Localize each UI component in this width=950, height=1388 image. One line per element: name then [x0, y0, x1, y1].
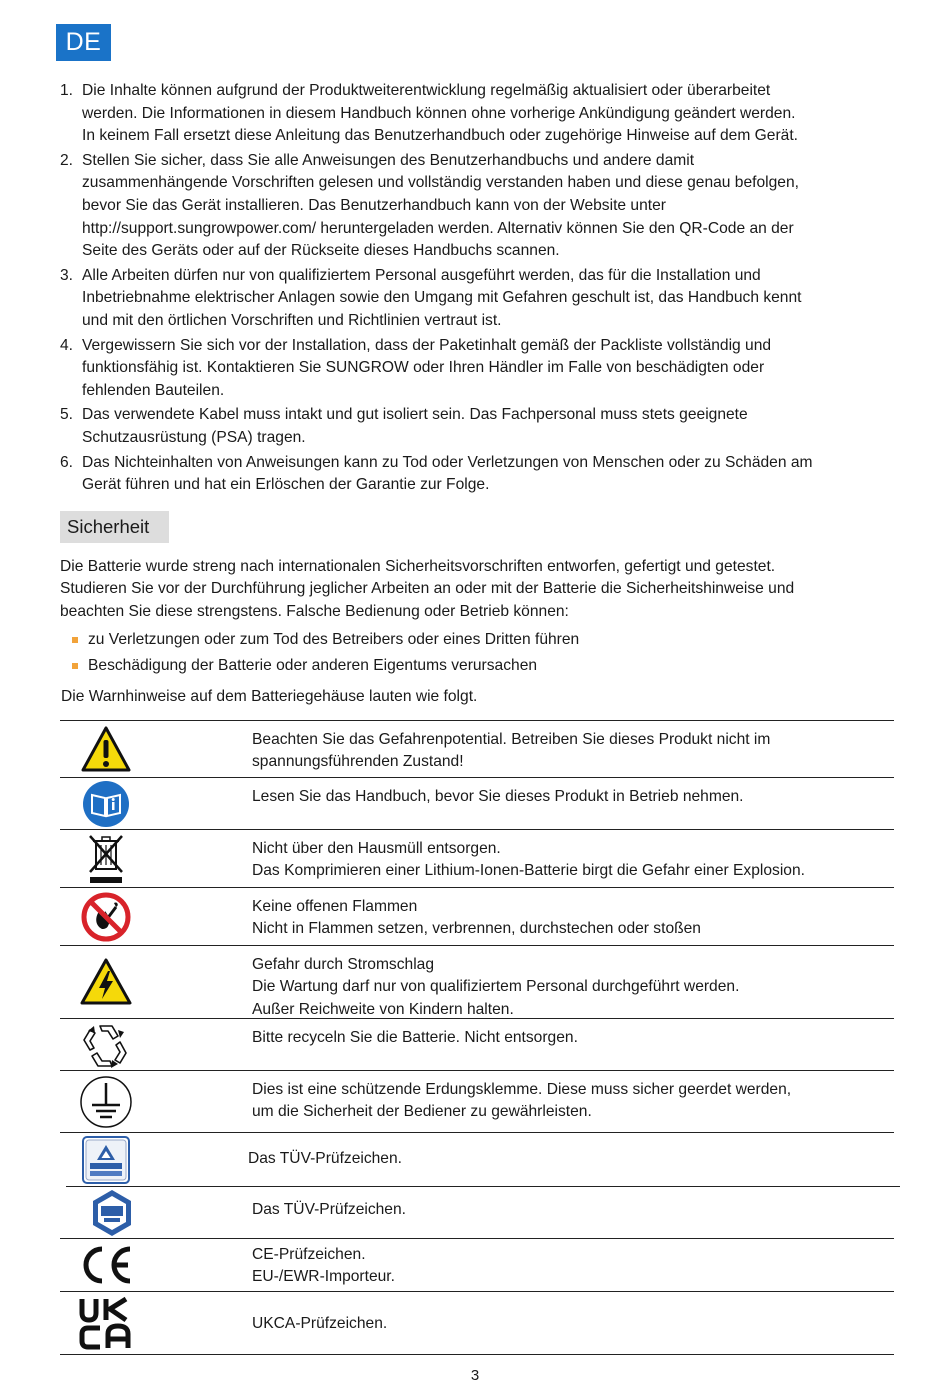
symbol-row	[60, 945, 894, 1018]
intro-line: Die Batterie wurde streng nach internationalen Sicherheitsvorschriften entworfen, gefertigt und getestet.	[60, 558, 776, 575]
electric-shock-icon	[60, 946, 152, 1018]
read-manual-icon	[60, 778, 152, 829]
symbol-text-line: Außer Reichweite von Kindern halten.	[252, 1000, 514, 1018]
instruction-number: 3.	[60, 266, 74, 284]
instruction-line: zusammenhängende Vorschriften gelesen und vollständig verstanden haben und diese genau befolgen,	[82, 174, 799, 192]
symbol-row	[60, 1238, 894, 1291]
symbol-text-line: Das Komprimieren einer Lithium-Ionen-Batterie birgt die Gefahr einer Explosion.	[252, 862, 805, 880]
symbol-text-line: EU-/EWR-Importeur.	[252, 1268, 395, 1286]
ce-mark-icon	[60, 1239, 152, 1291]
instruction-line: Das verwendete Kabel muss intakt und gut isoliert sein. Das Fachpersonal muss stets geeignete	[82, 406, 748, 424]
instruction-line: Inbetriebnahme elektrischer Anlagen sowie den Umgang mit Gefahren geschult ist, das Handbuch kennt	[82, 289, 802, 307]
instruction-number: 4.	[60, 336, 74, 354]
symbol-row	[60, 887, 894, 945]
symbol-row	[60, 1132, 894, 1186]
symbol-row	[60, 829, 894, 887]
instruction-line: http://support.sungrowpower.com/ heruntergeladen werden. Alternativ können Sie den QR-Code an der	[82, 219, 794, 237]
instruction-item	[60, 150, 890, 263]
symbol-description	[252, 786, 884, 808]
instruction-item	[60, 452, 890, 497]
symbol-row	[60, 1291, 894, 1355]
symbol-text-line: Das TÜV-Prüfzeichen.	[248, 1150, 402, 1167]
page-number: 3	[470, 1367, 480, 1384]
symbol-row	[60, 1018, 894, 1070]
symbol-row	[66, 1186, 900, 1238]
instruction-item	[60, 335, 890, 403]
symbol-text-line: Gefahr durch Stromschlag	[252, 956, 435, 973]
ukca-mark-icon	[60, 1292, 152, 1354]
symbol-text-line: Dies ist eine schützende Erdungsklemme. Diese muss sicher geerdet werden,	[252, 1081, 792, 1098]
instruction-number: 1.	[60, 82, 74, 99]
symbol-text-line: Keine offenen Flammen	[252, 898, 418, 915]
crossed-bin-icon	[60, 830, 152, 887]
instruction-item	[60, 404, 890, 449]
symbol-text-line: spannungsführenden Zustand!	[252, 753, 464, 771]
tuv-rheinland-mark-icon	[60, 1133, 152, 1186]
symbol-text-line: Die Wartung darf nur von qualifiziertem Personal durchgeführt werden.	[252, 978, 740, 996]
symbol-description	[252, 896, 884, 941]
symbol-row	[60, 1070, 894, 1132]
symbol-text-line: Lesen Sie das Handbuch, bevor Sie dieses Produkt in Betrieb nehmen.	[252, 788, 744, 805]
bullet-item	[72, 653, 872, 679]
symbol-description	[252, 729, 884, 774]
instruction-item	[60, 265, 890, 333]
symbol-row	[60, 777, 894, 829]
language-badge: DE	[56, 24, 111, 61]
warning-lead: Die Warnhinweise auf dem Batteriegehäuse lauten wie folgt.	[61, 688, 478, 705]
instruction-line: Gerät führen und hat ein Erlöschen der Garantie zur Folge.	[82, 476, 490, 494]
symbol-description	[252, 1079, 884, 1124]
bullet-marker	[72, 663, 78, 669]
symbol-text-line: Beachten Sie das Gefahrenpotential. Betreiben Sie dieses Produkt nicht im	[252, 731, 771, 748]
bullet-text: Beschädigung der Batterie oder anderen Eigentums verursachen	[88, 657, 538, 674]
symbol-table	[60, 720, 894, 1355]
no-open-flame-icon	[60, 888, 152, 945]
instruction-line: Alle Arbeiten dürfen nur von qualifiziertem Personal ausgeführt werden, das für die Installation und	[82, 266, 761, 284]
instruction-line: bevor Sie das Gerät installieren. Das Benutzerhandbuch kann von der Website unter	[82, 196, 666, 214]
instruction-number: 6.	[60, 453, 74, 471]
symbol-description	[252, 1199, 890, 1221]
instruction-line: Stellen Sie sicher, dass Sie alle Anweisungen des Benutzerhandbuchs und andere damit	[82, 151, 695, 169]
instruction-line: In keinem Fall ersetzt diese Anleitung das Benutzerhandbuch oder zugehörige Hinweise auf dem Gerät.	[82, 127, 799, 145]
instruction-line: und mit den örtlichen Vorschriften und Richtlinien vertraut ist.	[82, 311, 502, 329]
symbol-text-line: UKCA-Prüfzeichen.	[252, 1315, 388, 1332]
recycle-icon	[60, 1019, 152, 1070]
instruction-list	[60, 80, 890, 499]
instruction-line: Die Inhalte können aufgrund der Produktweiterentwicklung regelmäßig aktualisiert oder überarbeitet	[82, 82, 771, 99]
symbol-description	[248, 1148, 884, 1170]
tuv-sud-mark-icon	[66, 1187, 158, 1238]
bullet-text: zu Verletzungen oder zum Tod des Betreibers oder eines Dritten führen	[88, 631, 580, 648]
symbol-text-line: Nicht über den Hausmüll entsorgen.	[252, 840, 501, 857]
symbol-description	[252, 838, 884, 883]
instruction-line: Schutzausrüstung (PSA) tragen.	[82, 428, 306, 446]
symbol-text-line: Bitte recyceln Sie die Batterie. Nicht entsorgen.	[252, 1029, 578, 1046]
symbol-description	[252, 1313, 884, 1335]
intro-line: beachten Sie diese strengstens. Falsche Bedienung oder Betrieb können:	[60, 602, 569, 620]
instruction-number: 2.	[60, 151, 74, 169]
bullet-item	[72, 627, 872, 653]
instruction-number: 5.	[60, 406, 74, 424]
intro-line: Studieren Sie vor der Durchführung jeglicher Arbeiten an oder mit der Batterie die Sicherheitshinweise und	[60, 580, 795, 598]
consequence-list	[72, 627, 872, 679]
symbol-description	[252, 1244, 884, 1289]
section-title-safety: Sicherheit	[60, 511, 169, 543]
symbol-description	[252, 1027, 884, 1049]
symbol-description	[252, 954, 884, 1021]
instruction-line: Das Nichteinhalten von Anweisungen kann zu Tod oder Verletzungen von Menschen oder zu Schäden am	[82, 453, 813, 471]
instruction-line: fehlenden Bauteilen.	[82, 381, 225, 399]
protective-earth-icon	[60, 1071, 152, 1132]
instruction-item	[60, 80, 890, 148]
symbol-text-line: um die Sicherheit der Bediener zu gewährleisten.	[252, 1103, 592, 1121]
symbol-text-line: CE-Prüfzeichen.	[252, 1246, 366, 1263]
symbol-row	[60, 720, 894, 777]
instruction-line: Seite des Geräts oder auf der Rückseite dieses Handbuchs scannen.	[82, 242, 560, 260]
symbol-text-line: Nicht in Flammen setzen, verbrennen, durchstechen oder stoßen	[252, 920, 701, 938]
warning-triangle-icon	[60, 721, 152, 777]
safety-intro	[60, 556, 890, 623]
instruction-line: funktionsfähig ist. Kontaktieren Sie SUNGROW oder Ihren Händler im Falle von beschädigten oder	[82, 359, 765, 377]
symbol-text-line: Das TÜV-Prüfzeichen.	[252, 1201, 406, 1218]
instruction-line: Vergewissern Sie sich vor der Installation, dass der Paketinhalt gemäß der Packliste vollständig und	[82, 336, 772, 354]
instruction-line: werden. Die Informationen in diesem Handbuch können ohne vorherige Ankündigung geändert werden.	[82, 104, 796, 122]
bullet-marker	[72, 637, 78, 643]
